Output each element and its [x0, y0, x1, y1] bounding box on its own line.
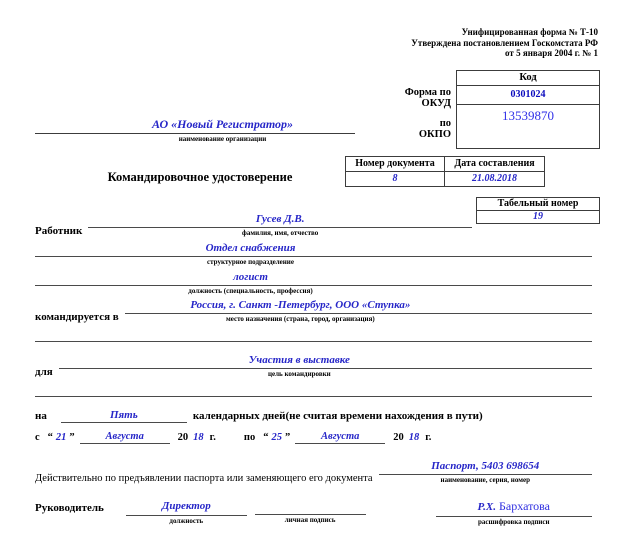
date-to-year-suffix: г.	[425, 432, 432, 443]
duration-suffix: календарных дней(не считая времени нахождения в пути)	[192, 410, 483, 422]
date-from-year: 18	[193, 432, 204, 443]
date-from-day: 21	[55, 432, 67, 443]
document-table-value-row	[346, 172, 544, 186]
codes-labels	[405, 70, 451, 149]
destination-caption: место назначения (страна, город, организация)	[226, 315, 375, 323]
head-position-field	[126, 499, 247, 526]
destination-row	[35, 299, 592, 324]
department-field	[35, 242, 592, 267]
form-fields	[35, 213, 592, 527]
passport-caption: наименование, серия, номер	[440, 476, 530, 484]
document-number-header: Номер документа	[346, 157, 445, 172]
form-approval-header	[411, 27, 598, 59]
blank-continuation-line	[35, 396, 592, 397]
okpo-label: по ОКПО	[418, 118, 451, 140]
organization-block	[35, 117, 355, 143]
form-number-line: Унифицированная форма № Т-10	[461, 27, 598, 37]
document-number-table	[345, 156, 545, 187]
position-caption: должность (специальность, профессия)	[188, 287, 313, 295]
worker-name-value: Гусев Д.В.	[88, 213, 472, 228]
destination-field	[125, 299, 592, 324]
date-to-century: 20	[393, 432, 404, 443]
codes-table-header: Код	[457, 71, 599, 86]
date-from-label: с	[35, 432, 40, 443]
dates-row	[35, 430, 592, 444]
blank-continuation-line	[35, 341, 592, 342]
personnel-number-value: 19	[533, 211, 543, 222]
personal-signature-field	[255, 499, 366, 525]
worker-field	[88, 213, 472, 238]
date-to-year: 18	[408, 432, 420, 443]
duration-value: Пять	[61, 409, 187, 423]
purpose-field	[59, 354, 592, 379]
document-date-value: 21.08.2018	[472, 173, 517, 184]
personal-signature-caption: личная подпись	[284, 516, 336, 524]
organization-caption: наименование организации	[178, 135, 267, 143]
quote-open: “	[263, 432, 269, 443]
passport-row	[35, 460, 592, 485]
worker-row	[35, 213, 472, 238]
department-row	[35, 242, 592, 267]
signature-name-field	[436, 499, 592, 527]
head-label: Руководитель	[35, 502, 104, 514]
personnel-number-header: Табельный номер	[477, 198, 599, 211]
purpose-label: для	[35, 366, 53, 378]
okud-code-value: 0301024	[457, 86, 599, 105]
passport-label: Действительно по предъявлении паспорта или заменяющего его документа	[35, 473, 373, 484]
signature-row	[35, 499, 592, 527]
date-to-day: 25	[271, 432, 282, 443]
signature-name-value: Р.Х. Бархатова	[436, 499, 592, 517]
destination-value: Россия, г. Санкт -Петербург, ООО «Ступка»	[125, 299, 592, 314]
okpo-code-value: 13539870	[502, 108, 554, 123]
date-from-month: Августа	[80, 430, 170, 444]
personal-signature-blank	[255, 499, 366, 515]
head-position-value: Директор	[126, 499, 247, 516]
codes-table	[456, 70, 600, 149]
passport-field	[379, 460, 593, 485]
form-date-line: от 5 января 2004 г. № 1	[505, 48, 598, 58]
purpose-row	[35, 354, 592, 379]
document-number-value: 8	[346, 172, 445, 186]
department-value: Отдел снабжения	[35, 242, 592, 257]
quote-open: “	[47, 432, 53, 443]
quote-close: ”	[284, 432, 291, 443]
codes-block	[405, 70, 600, 149]
quote-close: ”	[69, 432, 75, 443]
date-from-year-suffix: г.	[209, 432, 216, 443]
duration-row	[35, 409, 592, 423]
worker-label: Работник	[35, 225, 83, 237]
document-table-header-row	[346, 157, 544, 172]
position-value: логист	[35, 271, 592, 286]
okud-label: Форма по ОКУД	[404, 87, 451, 109]
signature-name-caption: расшифровка подписи	[478, 518, 550, 526]
organization-name: АО «Новый Регистратор»	[35, 117, 355, 134]
department-caption: структурное подразделение	[207, 258, 294, 266]
position-row	[35, 271, 592, 296]
position-field	[35, 271, 592, 296]
date-to-label: по	[243, 432, 256, 443]
passport-value: Паспорт, 5403 698654	[379, 460, 593, 475]
purpose-caption: цель командировки	[267, 370, 331, 378]
page-title: Командировочное удостоверение	[107, 170, 293, 184]
purpose-value: Участия в выставке	[59, 354, 592, 369]
document-date-header: Дата составления	[445, 157, 544, 172]
duration-label: на	[35, 410, 47, 422]
date-to-month: Августа	[295, 430, 385, 444]
destination-label: командируется в	[35, 311, 119, 323]
date-from-century: 20	[177, 432, 189, 443]
head-position-caption: должность	[169, 517, 204, 525]
form-approved-line: Утверждена постановлением Госкомстата РФ	[411, 37, 598, 48]
worker-caption: фамилия, имя, отчество	[242, 229, 319, 237]
